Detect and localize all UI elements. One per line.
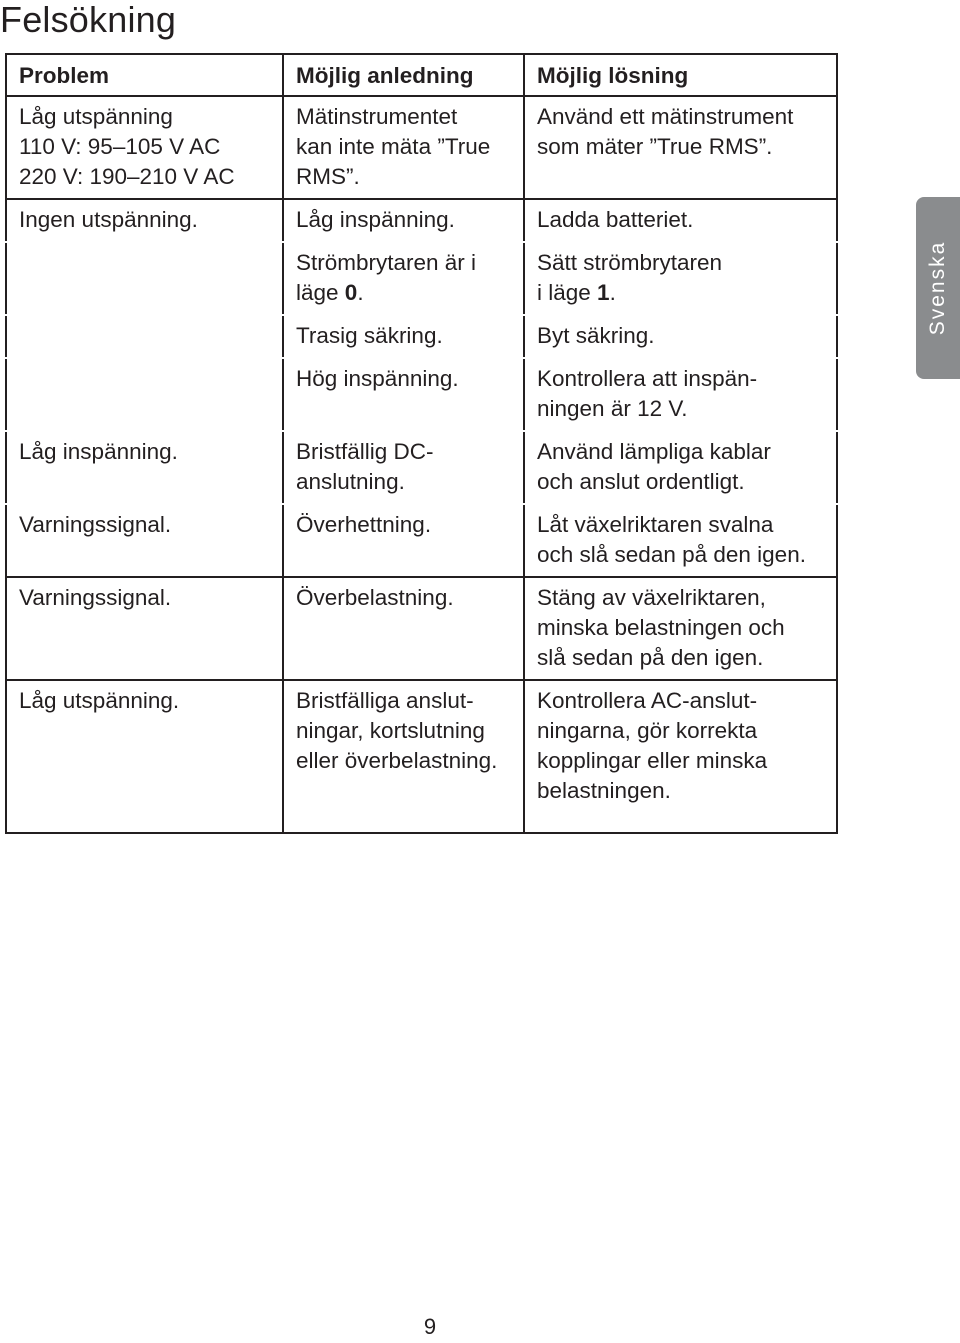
cell-line: Varningssignal. (19, 512, 172, 537)
solution-cell (524, 358, 837, 431)
language-tab-label: Svenska (926, 240, 949, 336)
problem-cell (6, 242, 283, 315)
problem-cell (6, 315, 283, 358)
page-title: Felsökning (0, 0, 177, 40)
solution-cell (524, 199, 837, 242)
cell-line: Varningssignal. (19, 585, 172, 610)
cell-line: slå sedan på den igen. (537, 645, 764, 670)
cell-line: anslutning. (296, 469, 405, 494)
table-row (6, 242, 837, 315)
header-solution: Möjlig lösning (524, 54, 837, 96)
table-row (6, 577, 837, 680)
cell-line: Överbelastning. (296, 585, 454, 610)
cell-line: Använd lämpliga kablar (537, 439, 771, 464)
cause-cell (283, 504, 524, 577)
cell-line: Låg inspänning. (19, 439, 178, 464)
cell-line: belastningen. (537, 778, 671, 803)
cell-text: i läge (537, 280, 598, 305)
cause-cell (283, 577, 524, 680)
cell-line: minska belastningen och (537, 615, 785, 640)
cell-line: kopplingar eller minska (537, 748, 768, 773)
cause-cell (283, 96, 524, 199)
solution-cell (524, 504, 837, 577)
table-row (6, 199, 837, 242)
cell-text: . (609, 280, 616, 305)
table-row (6, 96, 837, 199)
problem-cell (6, 96, 283, 199)
problem-cell (6, 431, 283, 504)
cell-line: Hög inspänning. (296, 366, 459, 391)
table-row (6, 680, 837, 833)
solution-cell (524, 431, 837, 504)
cell-line: Låt växelriktaren svalna (537, 512, 774, 537)
cell-line: som mäter ”True RMS”. (537, 134, 773, 159)
cause-cell (283, 199, 524, 242)
cell-line: Ladda batteriet. (537, 207, 694, 232)
header-problem: Problem (6, 54, 283, 96)
cell-line: Bristfälliga anslut- (296, 688, 474, 713)
cause-cell (283, 315, 524, 358)
language-tab (916, 197, 960, 379)
cell-text: läge (296, 280, 345, 305)
cell-line (537, 278, 826, 308)
cell-line: och anslut ordentligt. (537, 469, 745, 494)
problem-cell (6, 680, 283, 833)
solution-cell (524, 577, 837, 680)
table-row (6, 504, 837, 577)
cell-line: ningar, kortslutning (296, 718, 485, 743)
cell-line: Mätinstrumentet (296, 104, 458, 129)
cell-line: Låg utspänning. (19, 688, 180, 713)
cell-line: Stäng av växelriktaren, (537, 585, 766, 610)
cell-line: Låg inspänning. (296, 207, 455, 232)
cause-cell (283, 242, 524, 315)
solution-cell (524, 315, 837, 358)
cell-line: Strömbrytaren är i (296, 250, 477, 275)
header-cause: Möjlig anledning (283, 54, 524, 96)
cell-line: ningen är 12 V. (537, 396, 688, 421)
solution-cell (524, 680, 837, 833)
cell-line (296, 278, 513, 308)
cause-cell (283, 358, 524, 431)
cell-line: Kontrollera AC-anslut- (537, 688, 758, 713)
page-number: 9 (423, 1314, 437, 1339)
cell-line: Låg utspänning (19, 104, 173, 129)
cell-line: och slå sedan på den igen. (537, 542, 806, 567)
cell-line: Bristfällig DC- (296, 439, 434, 464)
table-header-row (6, 54, 837, 96)
troubleshooting-table (5, 53, 838, 834)
problem-cell (6, 358, 283, 431)
table-row (6, 315, 837, 358)
cell-line: eller överbelastning. (296, 748, 498, 773)
cell-line: Trasig säkring. (296, 323, 443, 348)
cell-line: Byt säkring. (537, 323, 655, 348)
cell-line: 220 V: 190–210 V AC (19, 164, 235, 189)
problem-cell (6, 577, 283, 680)
cell-line: Överhettning. (296, 512, 432, 537)
cause-cell (283, 431, 524, 504)
solution-cell (524, 96, 837, 199)
cell-text: . (357, 280, 364, 305)
cell-line: kan inte mäta ”True (296, 134, 491, 159)
switch-position-value: 1 (597, 280, 610, 305)
problem-cell (6, 504, 283, 577)
cell-line: ningarna, gör korrekta (537, 718, 758, 743)
switch-position-value: 0 (344, 280, 358, 305)
table-row (6, 431, 837, 504)
solution-cell (524, 242, 837, 315)
cell-line: 110 V: 95–105 V AC (19, 134, 221, 159)
cell-line: Kontrollera att inspän- (537, 366, 758, 391)
table-row (6, 358, 837, 431)
cause-cell (283, 680, 524, 833)
problem-cell (6, 199, 283, 242)
cell-line: Sätt strömbrytaren (537, 250, 723, 275)
cell-line: Ingen utspänning. (19, 207, 198, 232)
cell-line: RMS”. (296, 164, 360, 189)
cell-line: Använd ett mätinstrument (537, 104, 794, 129)
